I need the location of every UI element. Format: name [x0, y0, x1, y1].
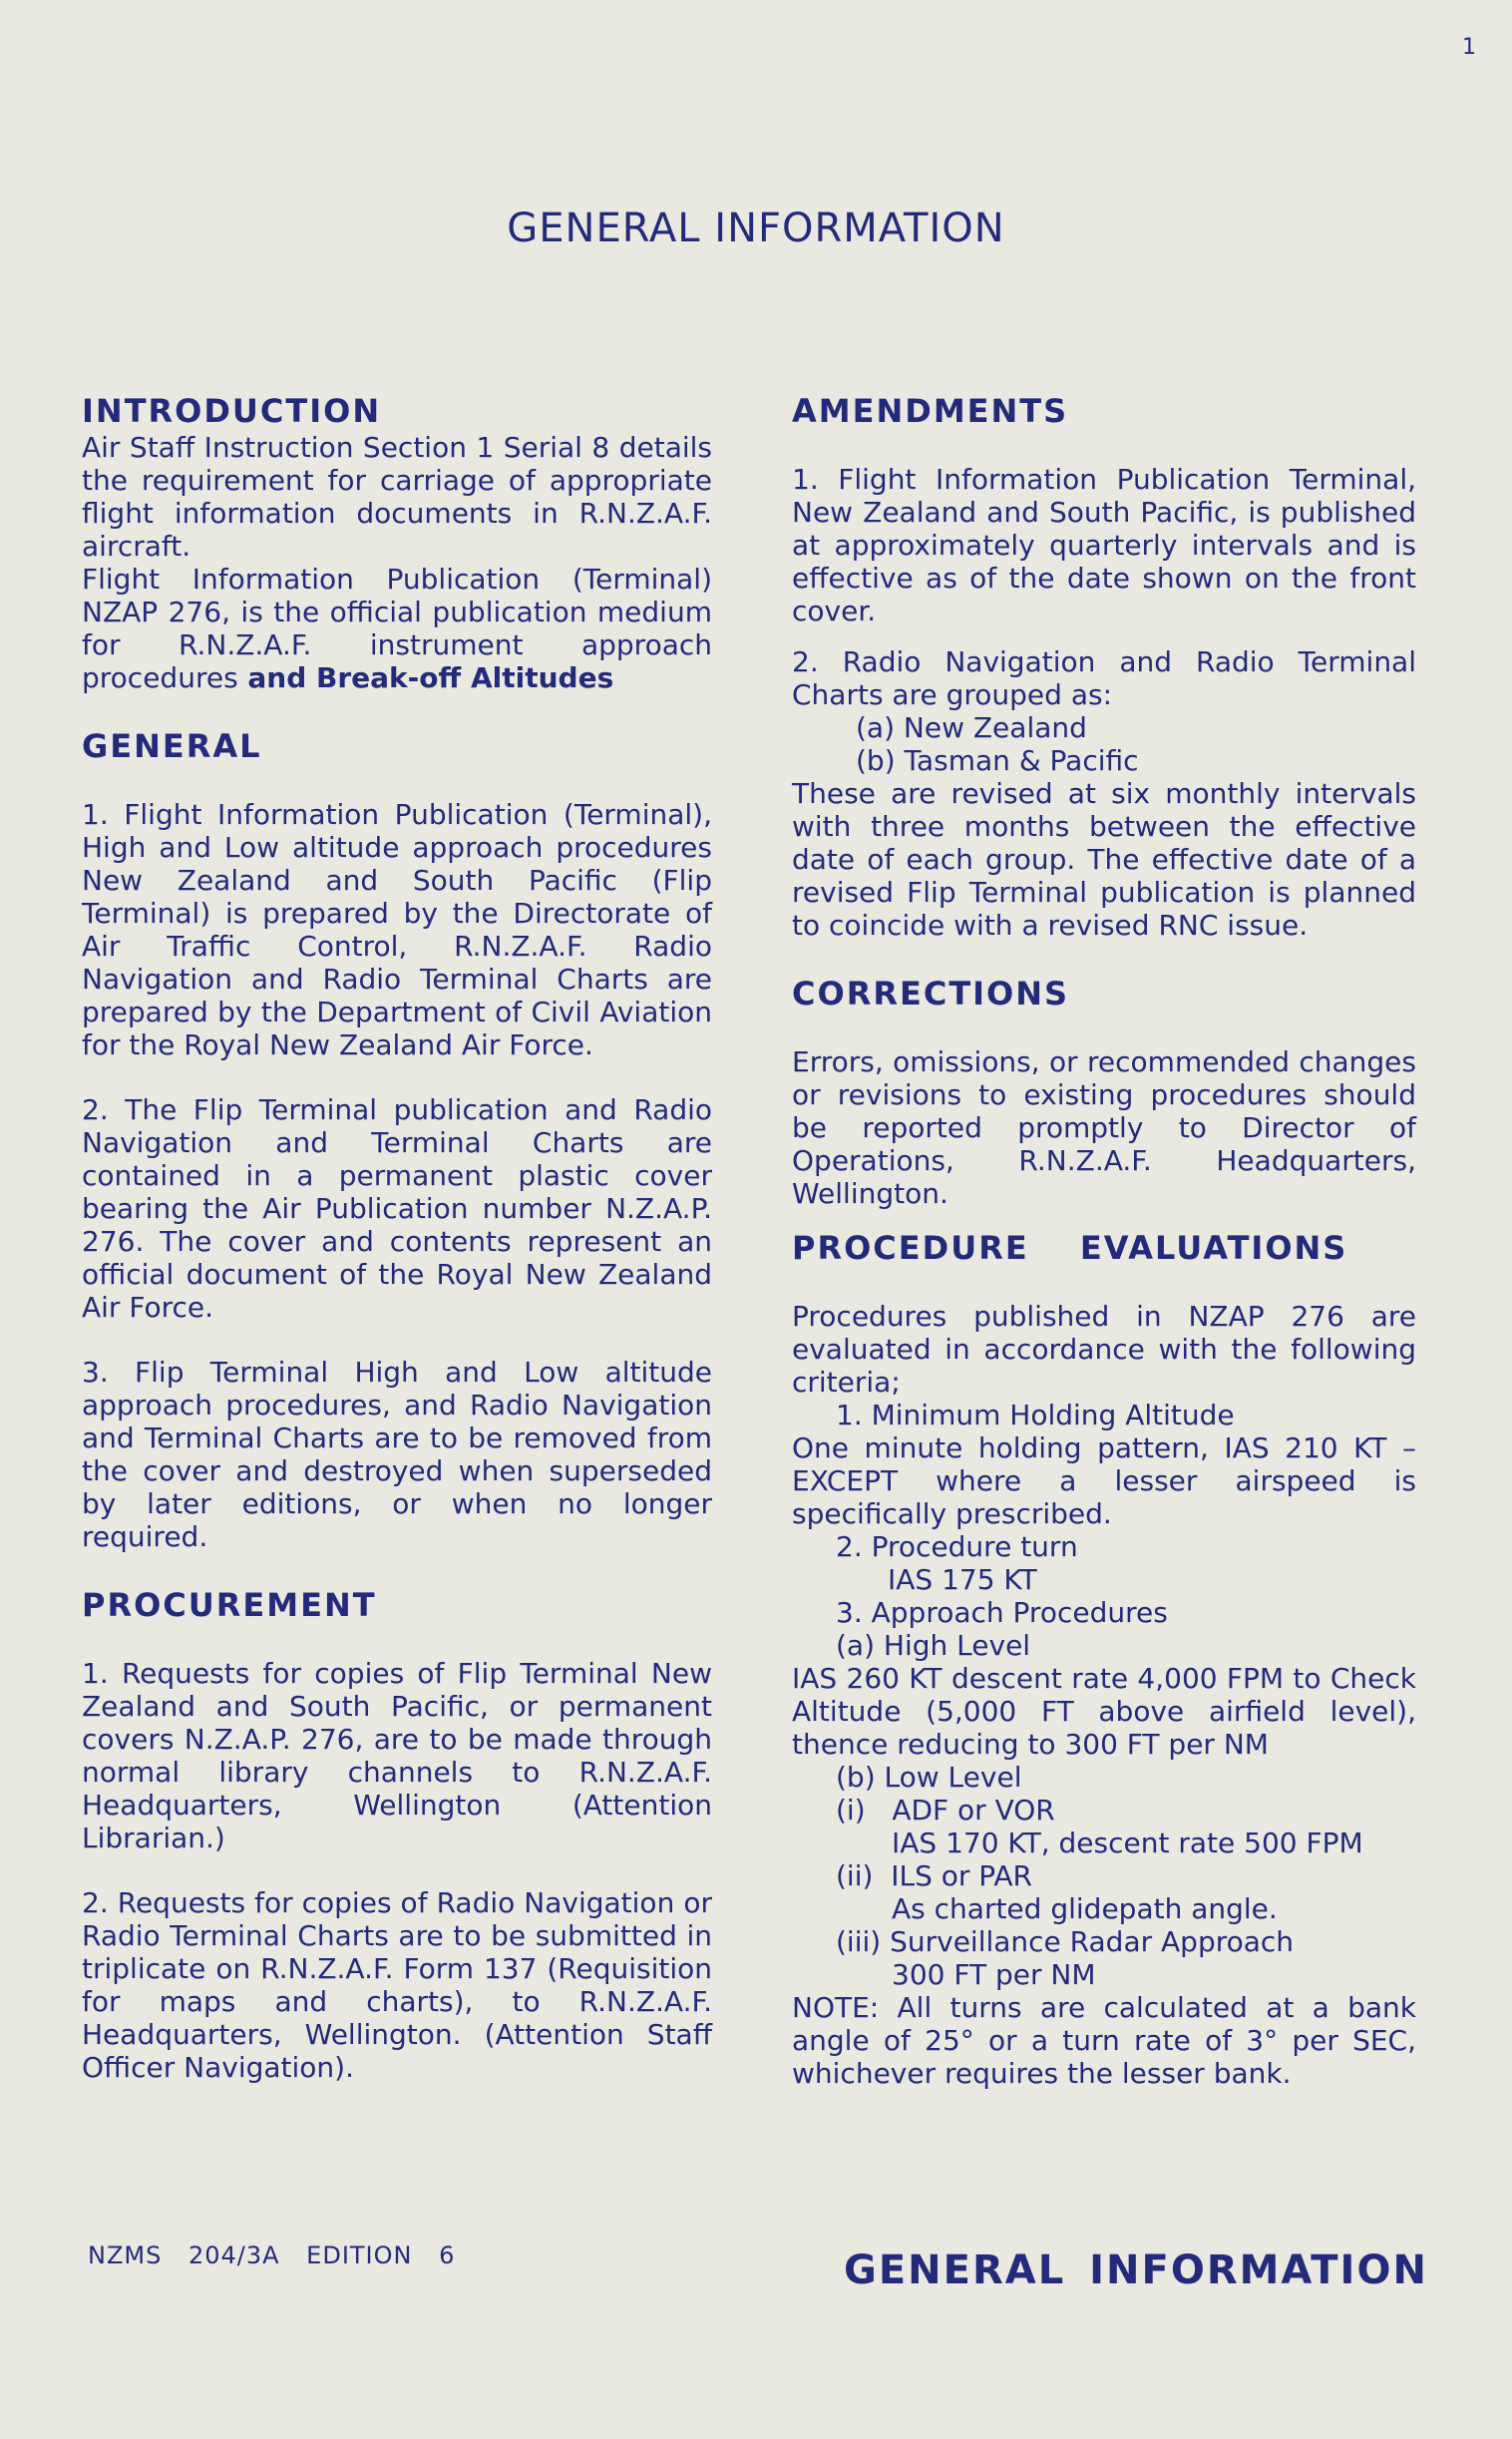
evaluations-paragraph: Procedures published in NZAP 276 are evaluated in accordance with the following criteria; [792, 1300, 1416, 1399]
procurement-paragraph-1: 1. Requests for copies of Flip Terminal New Zealand and South Pacific, or permanent covers N.Z.A.P. 276, are to be made through normal library channels to R.N.Z.A.F. Headquarters, Wellington (Attention Librarian.) [82, 1657, 712, 1854]
footer-edition: NZMS 204/3A EDITION 6 [88, 2241, 456, 2269]
procurement-heading: PROCUREMENT [82, 1586, 377, 1624]
evaluations-line-13: (iii) Surveillance Radar Approach [836, 1925, 1295, 1958]
evaluations-line-6: (a) High Level [836, 1629, 1031, 1662]
amendments-item-b: (b) Tasman & Pacific [856, 744, 1139, 777]
introduction-paragraph-2-text: Flight Information Publication (Terminal) NZAP 276, is the official publication medium for R.N.Z.A.F. instrument approach procedures [82, 563, 712, 694]
evaluations-line-1: 1. Minimum Holding Altitude [836, 1399, 1235, 1431]
right-column [792, 391, 1416, 2090]
introduction-paragraph-2-bold: and Break-off Altitudes [237, 661, 614, 694]
evaluations-line-5: 3. Approach Procedures [836, 1596, 1168, 1629]
general-heading: GENERAL [82, 727, 262, 765]
evaluations-line-11: (ii) ILS or PAR [836, 1859, 1032, 1892]
evaluations-line-12: As charted glidepath angle. [892, 1892, 1278, 1925]
evaluations-note: NOTE: All turns are calculated at a bank angle of 25° or a turn rate of 3° per SEC, whichever requires the lesser bank. [792, 1991, 1416, 2090]
evaluations-line-2: One minute holding pattern, IAS 210 KT – EXCEPT where a lesser airspeed is specifically prescribed. [792, 1431, 1416, 1530]
general-paragraph-3: 3. Flip Terminal High and Low altitude approach procedures, and Radio Navigation and Terminal Charts are to be removed from the cover and destroyed when superseded by later editions, or when no longer required. [82, 1356, 712, 1553]
amendments-paragraph-2: 2. Radio Navigation and Radio Terminal Charts are grouped as: [792, 645, 1416, 711]
footer-title: GENERAL INFORMATION [844, 2247, 1428, 2293]
introduction-paragraph-2 [82, 563, 712, 694]
amendments-paragraph-3: These are revised at six monthly intervals with three months between the effective date of each group. The effective date of a revised Flip Terminal publication is planned to coincide with a revised RNC issue. [792, 777, 1416, 942]
page-number: 1 [1462, 35, 1476, 60]
corrections-heading: CORRECTIONS [792, 975, 1070, 1013]
introduction-paragraph-1: Air Staff Instruction Section 1 Serial 8 details the requirement for carriage of appropriate flight information documents in R.N.Z.A.F. aircraft. [82, 431, 712, 563]
evaluations-heading: PROCEDURE EVALUATIONS [792, 1229, 1348, 1267]
amendments-item-a: (a) New Zealand [856, 711, 1087, 744]
evaluations-line-9: (i) ADF or VOR [836, 1794, 1055, 1827]
evaluations-line-3: 2. Procedure turn [836, 1530, 1078, 1563]
evaluations-line-4: IAS 175 KT [888, 1563, 1037, 1596]
evaluations-line-14: 300 FT per NM [892, 1958, 1096, 1991]
corrections-paragraph: Errors, omissions, or recommended changes or revisions to existing procedures should be reported promptly to Director of Operations, R.N.Z.A.F. Headquarters, Wellington. [792, 1045, 1416, 1210]
left-column [82, 391, 712, 2084]
general-paragraph-1: 1. Flight Information Publication (Terminal), High and Low altitude approach procedures New Zealand and South Pacific (Flip Terminal) is prepared by the Directorate of Air Traffic Control, R.N.Z.A.F. Radio Navigation and Radio Terminal Charts are prepared by the Department of Civil Aviation for the Royal New Zealand Air Force. [82, 798, 712, 1061]
evaluations-line-7: IAS 260 KT descent rate 4,000 FPM to Check Altitude (5,000 FT above airfield level), thence reducing to 300 FT per NM [792, 1662, 1416, 1761]
amendments-heading: AMENDMENTS [792, 392, 1069, 430]
page-title: GENERAL INFORMATION [507, 205, 1005, 251]
introduction-heading: INTRODUCTION [82, 392, 382, 430]
general-paragraph-2: 2. The Flip Terminal publication and Radio Navigation and Terminal Charts are contained in a permanent plastic cover bearing the Air Publication number N.Z.A.P. 276. The cover and contents represent an official document of the Royal New Zealand Air Force. [82, 1093, 712, 1324]
evaluations-line-8: (b) Low Level [836, 1761, 1022, 1794]
amendments-paragraph-1: 1. Flight Information Publication Terminal, New Zealand and South Pacific, is published at approximately quarterly intervals and is effective as of the date shown on the front cover. [792, 463, 1416, 627]
evaluations-line-10: IAS 170 KT, descent rate 500 FPM [892, 1827, 1363, 1859]
procurement-paragraph-2: 2. Requests for copies of Radio Navigation or Radio Terminal Charts are to be submitted in triplicate on R.N.Z.A.F. Form 137 (Requisition for maps and charts), to R.N.Z.A.F. Headquarters, Wellington. (Attention Staff Officer Navigation). [82, 1886, 712, 2084]
